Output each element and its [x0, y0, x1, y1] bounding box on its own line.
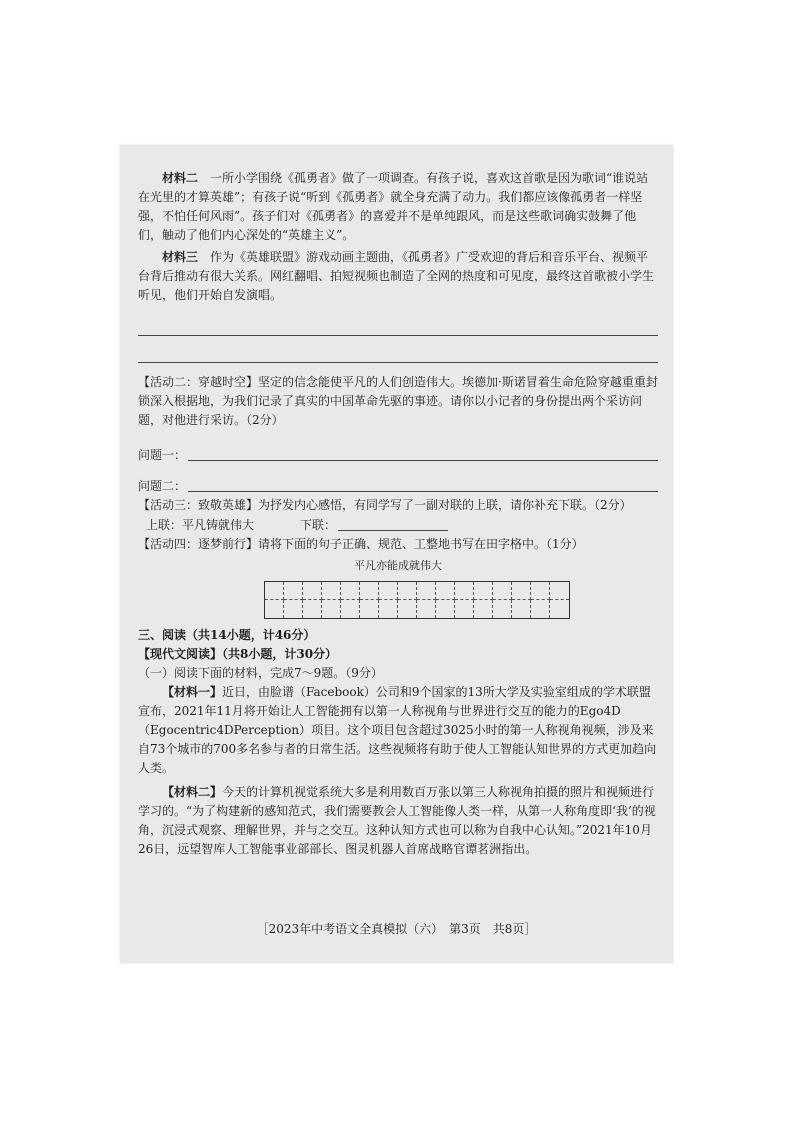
- modern-reading-heading: 【现代文阅读】（共8小题，计30分）: [138, 647, 338, 661]
- grid-cell[interactable]: [322, 600, 341, 618]
- question-one-line[interactable]: [188, 459, 658, 461]
- grid-cell[interactable]: [474, 600, 493, 618]
- question-two-label: 问题二：: [138, 479, 187, 493]
- question-two-row[interactable]: [138, 475, 658, 496]
- material-two-paragraph: [138, 169, 658, 245]
- reading-material-one: [138, 683, 658, 778]
- grid-cell[interactable]: [265, 600, 284, 618]
- material-three-label: 材料三: [162, 250, 199, 264]
- grid-cell[interactable]: [341, 600, 360, 618]
- page-content: [138, 169, 658, 859]
- reading-material-two: [138, 783, 658, 859]
- grid-cell[interactable]: [474, 582, 493, 600]
- material-three-paragraph: [138, 248, 658, 305]
- grid-cell[interactable]: [493, 600, 512, 618]
- reading-material-one-text: 近日，由脸谱（Facebook）公司和9个国家的13所大学及实验室组成的学术联盟宣布，2021年11月将开始让人工智能拥有以第一人称视角与世界进行交互的能力的Ego4D（Egocentric4DPerception）项目。这个项目包含超过3025小时的第一人称视角视频，涉及来自73个城市的700多名参与者的日常生活。这些视频将有助于使人工智能认知世界的方式更加趋向人类。: [138, 685, 657, 775]
- reading-instruction: （一）阅读下面的材料，完成7～9题。（9分）: [138, 666, 383, 680]
- grid-cell[interactable]: [417, 600, 436, 618]
- grid-cell[interactable]: [379, 600, 398, 618]
- page-footer: ［2023年中考语文全真模拟（六） 第3页 共8页］: [256, 922, 537, 936]
- grid-cell[interactable]: [284, 600, 303, 618]
- question-one-label: 问题一：: [138, 448, 187, 462]
- activity-four-prompt: 【活动四：逐梦前行】请将下面的句子正确、规范、工整地书写在田字格中。（1分）: [138, 537, 584, 551]
- couplet-upper: 上联：平凡铸就伟大: [146, 518, 255, 532]
- grid-cell[interactable]: [398, 582, 417, 600]
- grid-cell[interactable]: [398, 600, 417, 618]
- material-three-text: 作为《英雄联盟》游戏动画主题曲，《孤勇者》广受欢迎的背后和音乐平台、视频平台背后推动有很大关系。网红翻唱、拍短视频也制造了全网的热度和可见度，最终这首歌被小学生听见，他们开始自发演唱。: [138, 250, 655, 302]
- grid-cell[interactable]: [417, 582, 436, 600]
- grid-cell[interactable]: [341, 582, 360, 600]
- couplet-lower-line[interactable]: [338, 530, 448, 531]
- exam-page: [120, 145, 673, 963]
- grid-cell[interactable]: [284, 582, 303, 600]
- grid-cell[interactable]: [303, 582, 322, 600]
- couplet-lower-label: 下联：: [300, 518, 337, 532]
- grid-cell[interactable]: [512, 600, 531, 618]
- grid-cell[interactable]: [379, 582, 398, 600]
- activity-three-prompt: 【活动三：致敬英雄】为抒发内心感悟，有同学写了一副对联的上联，请你补充下联。（2分）: [138, 498, 632, 512]
- grid-cell[interactable]: [550, 582, 569, 600]
- couplet-row: [138, 515, 658, 535]
- grid-cell[interactable]: [550, 600, 569, 618]
- grid-cell[interactable]: [531, 582, 550, 600]
- grid-cell[interactable]: [436, 600, 455, 618]
- grid-cell[interactable]: [303, 600, 322, 618]
- grid-cell[interactable]: [531, 600, 550, 618]
- activity-two-prompt: 【活动二：穿越时空】坚定的信念能使平凡的人们创造伟大。埃德加·斯诺冒着生命危险穿越重重封锁深入根据地，为我们记录了真实的中国革命先驱的事迹。请你以小记者的身份提出两个采访问题，对他进行采访。（2分）: [138, 375, 658, 427]
- question-one-row[interactable]: [138, 444, 658, 465]
- grid-cell[interactable]: [436, 582, 455, 600]
- sentence-to-copy: 平凡亦能成就伟大: [354, 559, 442, 572]
- grid-cell[interactable]: [360, 600, 379, 618]
- grid-cell[interactable]: [455, 600, 474, 618]
- question-two-line[interactable]: [188, 490, 658, 492]
- grid-cell[interactable]: [493, 582, 512, 600]
- grid-cell[interactable]: [512, 582, 531, 600]
- reading-material-one-label: 【材料一】: [162, 685, 223, 699]
- grid-cell[interactable]: [265, 582, 284, 600]
- material-two-text: 一所小学围绕《孤勇者》做了一项调查。有孩子说，喜欢这首歌是因为歌词“谁说站在光里的才算英雄”；有孩子说“听到《孤勇者》就全身充满了动力。我们都应该像孤勇者一样坚强，不怕任何风雨”。孩子们对《孤勇者》的喜爱并不是单纯跟风，而是这些歌词确实鼓舞了他们，触动了他们内心深处的“英雄主义”。: [138, 171, 649, 242]
- reading-material-two-text: 今天的计算机视觉系统大多是利用数百万张以第三人称视角拍摄的照片和视频进行学习的。“为了构建新的感知范式，我们需要教会人工智能像人类一样，从第一人称角度即‘我’的视角，沉浸式观察、理解世界，并与之交互。这种认知方式也可以称为自我中心认知。”2021年10月26日，远望智库人工智能事业部部长、图灵机器人首席战略官谭茗洲指出。: [138, 785, 656, 856]
- reading-material-two-label: 【材料二】: [162, 785, 223, 799]
- grid-cell[interactable]: [455, 582, 474, 600]
- tianzige-grid[interactable]: [264, 581, 570, 619]
- grid-cell[interactable]: [360, 582, 379, 600]
- grid-cell[interactable]: [322, 582, 341, 600]
- material-two-label: 材料二: [162, 171, 199, 185]
- section-three-heading: 三、阅读（共14小题，计46分）: [138, 628, 316, 642]
